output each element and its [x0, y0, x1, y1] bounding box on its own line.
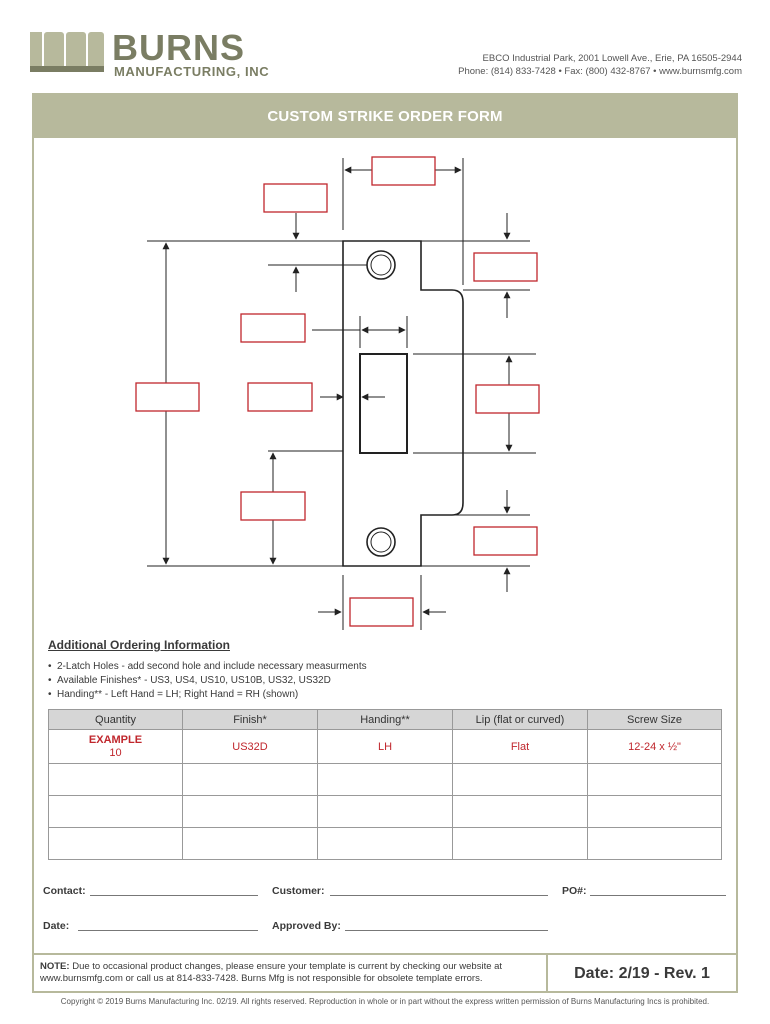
lip-cell[interactable] [453, 764, 588, 796]
measure-box-opening-to-bottom [241, 492, 305, 520]
measure-box-lip-to-bottom [474, 527, 537, 555]
note-box [32, 953, 738, 993]
table-row[interactable] [49, 828, 722, 860]
date-label: Date: [43, 920, 70, 932]
list-item: • 2-Latch Holes - add second hole and include necessary measurments [48, 660, 708, 674]
measure-box-opening-height [476, 385, 539, 413]
latch-opening [360, 354, 407, 453]
finish-cell[interactable] [183, 764, 318, 796]
example-quantity: 10 [109, 746, 122, 759]
column-header-quantity: Quantity [49, 710, 183, 730]
example-finish: US32D [183, 730, 318, 764]
table-row-example [49, 730, 722, 764]
handing-cell[interactable] [318, 764, 453, 796]
finish-cell[interactable] [183, 796, 318, 828]
column-header-screw-size: Screw Size [588, 710, 722, 730]
lip-cell[interactable] [453, 796, 588, 828]
order-table [48, 709, 722, 860]
example-label: EXAMPLE [88, 733, 143, 746]
form-title: CUSTOM STRIKE ORDER FORM [267, 108, 503, 125]
po-field[interactable] [590, 895, 726, 896]
measure-box-overall-height [136, 383, 199, 411]
po-label: PO#: [562, 885, 587, 897]
table-header-row [49, 710, 722, 730]
company-contact: Phone: (814) 833-7428 • Fax: (800) 432-8767 • www.burnsmfg.com [458, 66, 742, 77]
measure-box-top-to-lip [474, 253, 537, 281]
measure-box-plate-width [350, 598, 413, 626]
note-text: Due to occasional product changes, please ensure your template is current by checking our website at www.burnsmfg.com or call us at 814-833-7428. Burns Mfg is not responsible for obsolete template errors. [40, 961, 503, 984]
column-header-lip: Lip (flat or curved) [453, 710, 588, 730]
handing-cell[interactable] [318, 828, 453, 860]
contact-label: Contact: [43, 885, 86, 897]
screw-cell[interactable] [588, 828, 722, 860]
measure-box-overall-width [372, 157, 435, 185]
note-label: NOTE: [40, 961, 70, 972]
quantity-cell[interactable] [49, 828, 183, 860]
finish-cell[interactable] [183, 828, 318, 860]
screw-cell[interactable] [588, 764, 722, 796]
column-header-finish: Finish* [183, 710, 318, 730]
customer-label: Customer: [272, 885, 325, 897]
measure-box-opening-width [241, 314, 305, 342]
approved-by-label: Approved By: [272, 920, 341, 932]
handing-cell[interactable] [318, 796, 453, 828]
table-row[interactable] [49, 796, 722, 828]
example-screw: 12-24 x ½" [588, 730, 722, 764]
company-address: EBCO Industrial Park, 2001 Lowell Ave., Erie, PA 16505-2944 [482, 53, 742, 64]
date-revision: Date: 2/19 - Rev. 1 [574, 965, 710, 982]
additional-info-section [48, 638, 708, 702]
customer-field[interactable] [330, 895, 548, 896]
quantity-cell[interactable] [49, 796, 183, 828]
additional-info-heading: Additional Ordering Information [48, 638, 230, 652]
company-subname: MANUFACTURING, INC [114, 64, 270, 79]
column-header-handing: Handing** [318, 710, 453, 730]
measure-box-top-to-hole [264, 184, 327, 212]
lip-cell[interactable] [453, 828, 588, 860]
contact-field[interactable] [90, 895, 258, 896]
example-quantity-cell [49, 730, 183, 764]
example-lip: Flat [453, 730, 588, 764]
screw-cell[interactable] [588, 796, 722, 828]
list-item: • Handing** - Left Hand = LH; Right Hand = RH (shown) [48, 688, 708, 702]
example-handing: LH [318, 730, 453, 764]
table-row[interactable] [49, 764, 722, 796]
approved-by-field[interactable] [345, 930, 548, 931]
quantity-cell[interactable] [49, 764, 183, 796]
company-name: BURNS [112, 27, 246, 68]
list-item: • Available Finishes* - US3, US4, US10, US10B, US32, US32D [48, 674, 708, 688]
date-field[interactable] [78, 930, 258, 931]
additional-info-list [48, 660, 708, 702]
copyright-text: Copyright © 2019 Burns Manufacturing Inc. 02/19. All rights reserved. Reproduction in whole or in part without the express written permission of Burns Manufacturing Incs is prohibited. [60, 997, 710, 1006]
note-text-block [40, 961, 540, 985]
measure-box-edge-to-opening [248, 383, 312, 411]
